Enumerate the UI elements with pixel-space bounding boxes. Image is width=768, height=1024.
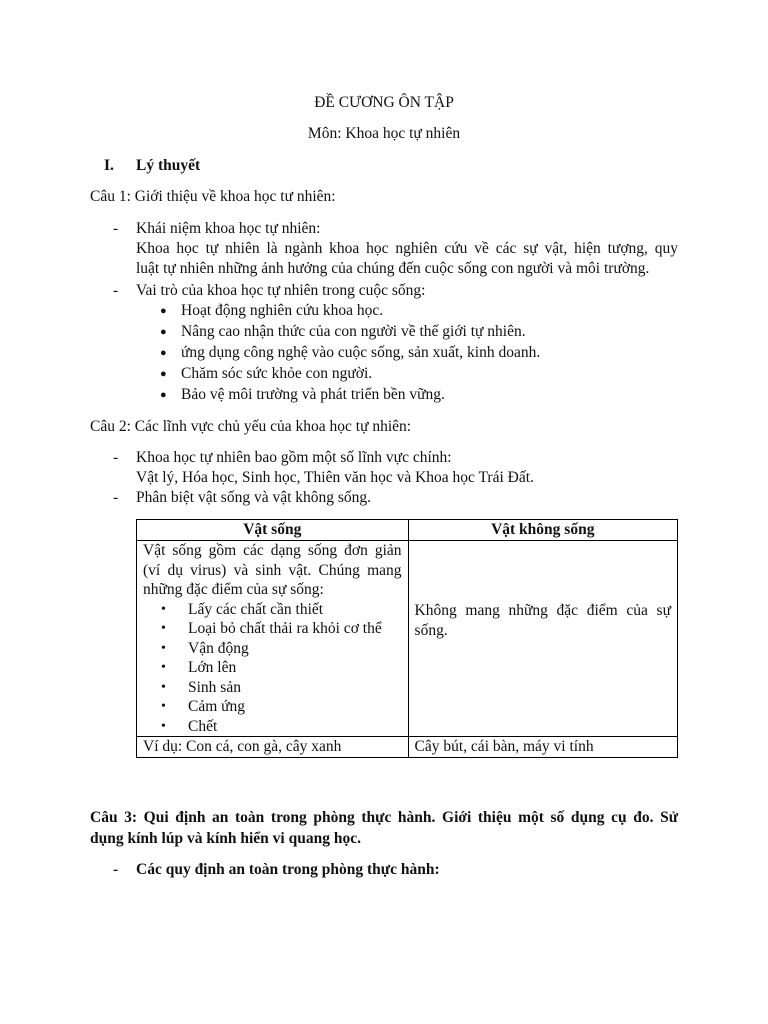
dash-marker: -: [113, 861, 119, 878]
list-item: • Loại bỏ chất thải ra khỏi cơ thể: [143, 619, 402, 639]
table-header-living: Vật sống: [137, 520, 409, 541]
dash-marker: -: [113, 220, 119, 237]
example-nonliving-cell: Cây bút, cái bàn, máy vi tính: [408, 737, 677, 758]
q1-concept-text-line2: luật tự nhiên những ảnh hưởng của chúng đến cuộc sống con người và môi trường.: [136, 260, 650, 277]
section-heading: Lý thuyết: [136, 157, 201, 174]
question-2-heading: Câu 2: Các lĩnh vực chủ yếu của khoa học tự nhiên:: [90, 418, 412, 435]
nonliving-desc-line: sống.: [414, 621, 448, 639]
nonliving-desc-line: Không mang những đặc điểm của sự: [414, 602, 671, 619]
q1-item-concept-label: Khái niệm khoa học tự nhiên:: [136, 220, 321, 237]
bullet-icon: ●: [160, 368, 167, 380]
table-row: [137, 541, 678, 737]
question-1-heading: Câu 1: Giới thiệu về khoa học tư nhiên:: [90, 188, 336, 205]
list-item: ứng dụng công nghệ vào cuộc sống, sản xuất, kinh doanh.: [181, 344, 541, 361]
living-desc-line: Vật sống gồm các dạng sống đơn giản: [143, 542, 402, 559]
table-header-nonliving: Vật không sống: [408, 520, 677, 541]
document-subject: Môn: Khoa học tự nhiên: [307, 125, 461, 142]
living-description-cell: [137, 541, 409, 737]
q2-item-fields-line1: Khoa học tự nhiên bao gồm một số lĩnh vực chính:: [136, 449, 452, 466]
list-item: • Lấy các chất cần thiết: [143, 600, 402, 620]
nonliving-description-cell: [408, 541, 677, 737]
living-traits-list: [143, 600, 402, 737]
list-item: Bảo vệ môi trường và phát triển bền vững.: [181, 386, 445, 403]
q1-item-roles-label: Vai trò của khoa học tự nhiên trong cuộc sống:: [136, 282, 426, 299]
bullet-icon: ●: [160, 389, 167, 401]
dash-marker: -: [113, 282, 119, 299]
list-item: Nâng cao nhận thức của con người về thế giới tự nhiên.: [181, 323, 526, 340]
bullet-icon: ●: [160, 305, 167, 317]
list-item: Chăm sóc sức khỏe con người.: [181, 365, 373, 382]
list-item: • Sinh sản: [143, 678, 402, 698]
comparison-table: [136, 519, 678, 758]
q1-concept-text-line1: Khoa học tự nhiên là ngành khoa học nghiên cứu về các sự vật, hiện tượng, quy: [136, 240, 678, 257]
list-item: • Lớn lên: [143, 658, 402, 678]
document-title: ĐỀ CƯƠNG ÔN TẬP: [314, 94, 454, 111]
section-number: I.: [104, 157, 114, 174]
q2-item-distinguish: Phân biệt vật sống và vật không sống.: [136, 489, 372, 506]
living-desc-line: những đặc điểm của sự sống:: [143, 581, 324, 598]
table-header-row: [137, 520, 678, 541]
list-item: • Cảm ứng: [143, 697, 402, 717]
question-3-heading-line2: dụng kính lúp và kính hiển vi quang học.: [90, 830, 361, 847]
table-row: [137, 737, 678, 758]
q3-item-safety-rules: Các quy định an toàn trong phòng thực hành:: [136, 861, 440, 878]
example-living-cell: Ví dụ: Con cá, con gà, cây xanh: [137, 737, 409, 758]
question-3-heading-line1: Câu 3: Qui định an toàn trong phòng thực hành. Giới thiệu một số dụng cụ đo. Sử: [90, 809, 678, 826]
q2-item-fields-line2: Vật lý, Hóa học, Sinh học, Thiên văn học và Khoa học Trái Đất.: [136, 469, 534, 486]
bullet-icon: ●: [160, 326, 167, 338]
living-desc-line: (ví dụ virus) và sinh vật. Chúng mang: [143, 561, 402, 579]
list-item: Hoạt động nghiên cứu khoa học.: [181, 302, 384, 319]
list-item: • Vận động: [143, 639, 402, 659]
dash-marker: -: [113, 449, 119, 466]
list-item: • Chết: [143, 717, 402, 737]
dash-marker: -: [113, 489, 119, 506]
bullet-icon: ●: [160, 347, 167, 359]
